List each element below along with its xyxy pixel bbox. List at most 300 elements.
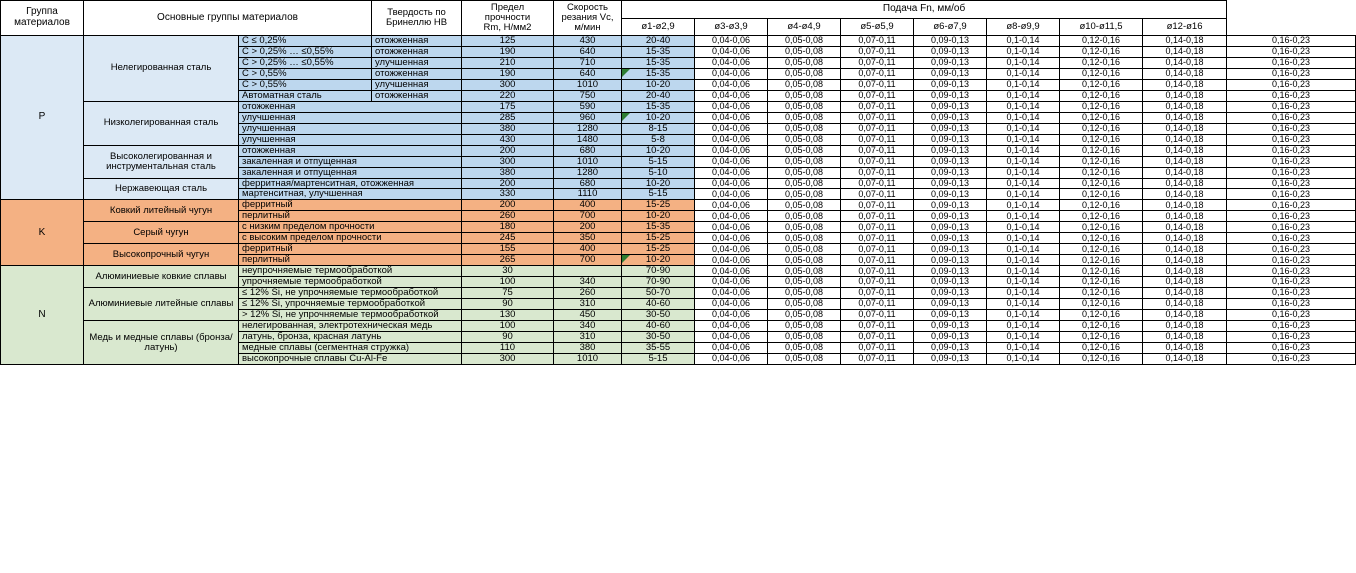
material-condition: закаленная и отпущенная: [239, 156, 462, 167]
group-code-N: N: [1, 266, 84, 365]
feed-value-col-7: 0,14-0,18: [1143, 123, 1227, 134]
cutting-speed-value: 10-20: [622, 79, 695, 90]
feed-value-col-7: 0,14-0,18: [1143, 90, 1227, 101]
tensile-value: 750: [554, 90, 622, 101]
feed-value-col-4: 0,09-0,13: [914, 178, 987, 189]
feed-value-col-1: 0,04-0,06: [695, 134, 768, 145]
feed-value-col-5: 0,1-0,14: [987, 79, 1060, 90]
feed-value-col-6: 0,12-0,16: [1060, 277, 1143, 288]
tensile-value: 340: [554, 321, 622, 332]
tensile-value: 1110: [554, 189, 622, 200]
feed-value-col-2: 0,05-0,08: [768, 233, 841, 244]
material-name: Низколегированная сталь: [84, 101, 239, 145]
tensile-value: 200: [554, 222, 622, 233]
feed-value-col-5: 0,1-0,14: [987, 222, 1060, 233]
material-treatment: улучшенная: [372, 79, 462, 90]
header-brinell-line2: Бринеллю HB: [385, 16, 448, 28]
material-name: Нелегированная сталь: [84, 35, 239, 101]
table-row: [1, 288, 1356, 299]
feed-value-col-6: 0,12-0,16: [1060, 200, 1143, 211]
feed-value-col-2: 0,05-0,08: [768, 332, 841, 343]
tensile-value: 400: [554, 244, 622, 255]
feed-value-col-5: 0,1-0,14: [987, 321, 1060, 332]
feed-value-col-5: 0,1-0,14: [987, 255, 1060, 266]
feed-value-col-1: 0,04-0,06: [695, 211, 768, 222]
feed-value-col-4: 0,09-0,13: [914, 112, 987, 123]
brinell-value: 245: [462, 233, 554, 244]
feed-value-col-1: 0,04-0,06: [695, 288, 768, 299]
feed-value-col-8: 0,16-0,23: [1227, 233, 1356, 244]
tensile-value: 260: [554, 288, 622, 299]
group-code-K: K: [1, 200, 84, 266]
material-condition: нелегированная, электротехническая медь: [239, 321, 462, 332]
feed-value-col-5: 0,1-0,14: [987, 310, 1060, 321]
tensile-value: 430: [554, 35, 622, 46]
feed-value-col-5: 0,1-0,14: [987, 156, 1060, 167]
tensile-value: 640: [554, 46, 622, 57]
feed-value-col-6: 0,12-0,16: [1060, 68, 1143, 79]
material-condition: мартенситная, улучшенная: [239, 189, 462, 200]
brinell-value: 300: [462, 354, 554, 365]
feed-value-col-8: 0,16-0,23: [1227, 112, 1356, 123]
cutting-speed-value: 20-40: [622, 35, 695, 46]
feed-value-col-8: 0,16-0,23: [1227, 101, 1356, 112]
table-row: [1, 321, 1356, 332]
brinell-value: 260: [462, 211, 554, 222]
feed-value-col-4: 0,09-0,13: [914, 211, 987, 222]
feed-value-col-8: 0,16-0,23: [1227, 244, 1356, 255]
feed-value-col-2: 0,05-0,08: [768, 90, 841, 101]
feed-value-col-1: 0,04-0,06: [695, 123, 768, 134]
header-brinell-line1: Твердость по: [387, 6, 446, 18]
feed-value-col-6: 0,12-0,16: [1060, 35, 1143, 46]
feed-value-col-7: 0,14-0,18: [1143, 46, 1227, 57]
tensile-value: 640: [554, 68, 622, 79]
feed-value-col-1: 0,04-0,06: [695, 321, 768, 332]
material-condition: перлитный: [239, 255, 462, 266]
header-cutting-speed: [554, 1, 622, 36]
cutting-speed-value: 15-35: [622, 68, 695, 79]
feed-value-col-4: 0,09-0,13: [914, 134, 987, 145]
brinell-value: 75: [462, 288, 554, 299]
table-row: [1, 222, 1356, 233]
brinell-value: 200: [462, 200, 554, 211]
feed-value-col-2: 0,05-0,08: [768, 299, 841, 310]
brinell-value: 265: [462, 255, 554, 266]
tensile-value: 380: [554, 343, 622, 354]
feed-value-col-8: 0,16-0,23: [1227, 46, 1356, 57]
feed-value-col-2: 0,05-0,08: [768, 200, 841, 211]
header-feed-col-5: ø6-ø7,9: [914, 18, 987, 35]
feed-value-col-3: 0,07-0,11: [841, 266, 914, 277]
feed-value-col-5: 0,1-0,14: [987, 332, 1060, 343]
feed-value-col-2: 0,05-0,08: [768, 57, 841, 68]
feed-value-col-3: 0,07-0,11: [841, 255, 914, 266]
tensile-value: 1480: [554, 134, 622, 145]
feed-value-col-4: 0,09-0,13: [914, 299, 987, 310]
feed-value-col-6: 0,12-0,16: [1060, 145, 1143, 156]
feed-value-col-1: 0,04-0,06: [695, 255, 768, 266]
header-tensile-line3: Rm, Н/мм2: [483, 21, 532, 33]
feed-value-col-8: 0,16-0,23: [1227, 167, 1356, 178]
feed-value-col-8: 0,16-0,23: [1227, 255, 1356, 266]
feed-value-col-3: 0,07-0,11: [841, 35, 914, 46]
feed-value-col-6: 0,12-0,16: [1060, 101, 1143, 112]
table-body: [1, 35, 1356, 364]
cutting-speed-value: 30-50: [622, 332, 695, 343]
material-condition: ≤ 12% Si, не упрочняемые термообработкой: [239, 288, 462, 299]
feed-value-col-2: 0,05-0,08: [768, 156, 841, 167]
feed-value-col-6: 0,12-0,16: [1060, 321, 1143, 332]
feed-value-col-3: 0,07-0,11: [841, 288, 914, 299]
material-condition: ферритный: [239, 244, 462, 255]
material-condition: перлитный: [239, 211, 462, 222]
feed-value-col-7: 0,14-0,18: [1143, 255, 1227, 266]
cutting-speed-value: 35-55: [622, 343, 695, 354]
feed-value-col-8: 0,16-0,23: [1227, 200, 1356, 211]
cutting-speed-value: 70-90: [622, 277, 695, 288]
feed-value-col-3: 0,07-0,11: [841, 156, 914, 167]
feed-value-col-4: 0,09-0,13: [914, 288, 987, 299]
feed-value-col-3: 0,07-0,11: [841, 321, 914, 332]
feed-value-col-2: 0,05-0,08: [768, 288, 841, 299]
material-name: Серый чугун: [84, 222, 239, 244]
group-code-P: P: [1, 35, 84, 200]
feed-value-col-8: 0,16-0,23: [1227, 90, 1356, 101]
brinell-value: 100: [462, 321, 554, 332]
feed-value-col-1: 0,04-0,06: [695, 167, 768, 178]
cutting-speed-value: 15-25: [622, 233, 695, 244]
cutting-speed-value: 50-70: [622, 288, 695, 299]
header-material-group-line2: материалов: [14, 16, 70, 28]
feed-value-col-4: 0,09-0,13: [914, 332, 987, 343]
feed-value-col-3: 0,07-0,11: [841, 310, 914, 321]
feed-value-col-5: 0,1-0,14: [987, 57, 1060, 68]
feed-value-col-8: 0,16-0,23: [1227, 277, 1356, 288]
feed-value-col-4: 0,09-0,13: [914, 222, 987, 233]
cutting-speed-value: 10-20: [622, 211, 695, 222]
feed-value-col-1: 0,04-0,06: [695, 233, 768, 244]
feed-value-col-1: 0,04-0,06: [695, 354, 768, 365]
feed-value-col-1: 0,04-0,06: [695, 277, 768, 288]
feed-value-col-5: 0,1-0,14: [987, 288, 1060, 299]
feed-value-col-7: 0,14-0,18: [1143, 200, 1227, 211]
feed-value-col-6: 0,12-0,16: [1060, 266, 1143, 277]
feed-value-col-3: 0,07-0,11: [841, 211, 914, 222]
material-condition: улучшенная: [239, 134, 462, 145]
feed-value-col-7: 0,14-0,18: [1143, 343, 1227, 354]
brinell-value: 200: [462, 145, 554, 156]
material-condition: упрочняемые термообработкой: [239, 277, 462, 288]
feed-value-col-1: 0,04-0,06: [695, 101, 768, 112]
material-condition: с низким пределом прочности: [239, 222, 462, 233]
feed-value-col-7: 0,14-0,18: [1143, 310, 1227, 321]
feed-value-col-2: 0,05-0,08: [768, 112, 841, 123]
tensile-value: 1280: [554, 167, 622, 178]
material-treatment: отожженная: [372, 35, 462, 46]
feed-value-col-6: 0,12-0,16: [1060, 79, 1143, 90]
feed-value-col-1: 0,04-0,06: [695, 189, 768, 200]
tensile-value: 310: [554, 299, 622, 310]
feed-value-col-8: 0,16-0,23: [1227, 79, 1356, 90]
feed-value-col-3: 0,07-0,11: [841, 90, 914, 101]
feed-value-col-3: 0,07-0,11: [841, 167, 914, 178]
header-feed-col-3: ø4-ø4,9: [768, 18, 841, 35]
material-name: Ковкий литейный чугун: [84, 200, 239, 222]
cutting-speed-value: 10-20: [622, 255, 695, 266]
feed-value-col-8: 0,16-0,23: [1227, 321, 1356, 332]
feed-value-col-7: 0,14-0,18: [1143, 266, 1227, 277]
tensile-value: 1280: [554, 123, 622, 134]
feed-value-col-1: 0,04-0,06: [695, 200, 768, 211]
feed-value-col-5: 0,1-0,14: [987, 266, 1060, 277]
brinell-value: 190: [462, 46, 554, 57]
feed-value-col-8: 0,16-0,23: [1227, 310, 1356, 321]
feed-value-col-6: 0,12-0,16: [1060, 123, 1143, 134]
tensile-value: 1010: [554, 156, 622, 167]
brinell-value: 175: [462, 101, 554, 112]
feed-value-col-3: 0,07-0,11: [841, 222, 914, 233]
feed-value-col-7: 0,14-0,18: [1143, 156, 1227, 167]
feed-value-col-1: 0,04-0,06: [695, 90, 768, 101]
feed-value-col-3: 0,07-0,11: [841, 57, 914, 68]
feed-value-col-3: 0,07-0,11: [841, 68, 914, 79]
cutting-speed-value: 10-20: [622, 178, 695, 189]
material-condition: латунь, бронза, красная латунь: [239, 332, 462, 343]
material-condition: высокопрочные сплавы Cu-Al-Fe: [239, 354, 462, 365]
brinell-value: 190: [462, 68, 554, 79]
cutting-speed-value: 5-10: [622, 167, 695, 178]
material-condition: C > 0,55%: [239, 79, 372, 90]
feed-value-col-7: 0,14-0,18: [1143, 288, 1227, 299]
feed-value-col-8: 0,16-0,23: [1227, 332, 1356, 343]
feed-value-col-6: 0,12-0,16: [1060, 46, 1143, 57]
feed-value-col-7: 0,14-0,18: [1143, 68, 1227, 79]
header-speed-line1: Скорость: [566, 2, 609, 13]
cutting-speed-value: 15-25: [622, 200, 695, 211]
feed-value-col-3: 0,07-0,11: [841, 123, 914, 134]
brinell-value: 300: [462, 156, 554, 167]
feed-value-col-4: 0,09-0,13: [914, 321, 987, 332]
material-condition: C > 0,25% … ≤0,55%: [239, 57, 372, 68]
material-condition: закаленная и отпущенная: [239, 167, 462, 178]
feed-value-col-2: 0,05-0,08: [768, 255, 841, 266]
feed-value-col-8: 0,16-0,23: [1227, 145, 1356, 156]
brinell-value: 285: [462, 112, 554, 123]
feed-value-col-3: 0,07-0,11: [841, 178, 914, 189]
feed-value-col-2: 0,05-0,08: [768, 167, 841, 178]
feed-value-col-2: 0,05-0,08: [768, 310, 841, 321]
feed-value-col-3: 0,07-0,11: [841, 46, 914, 57]
feed-value-col-1: 0,04-0,06: [695, 222, 768, 233]
feed-value-col-3: 0,07-0,11: [841, 332, 914, 343]
feed-value-col-7: 0,14-0,18: [1143, 233, 1227, 244]
table-row: [1, 244, 1356, 255]
tensile-value: 960: [554, 112, 622, 123]
header-speed-line2: резания Vc,: [561, 11, 614, 23]
feed-value-col-4: 0,09-0,13: [914, 354, 987, 365]
feed-value-col-4: 0,09-0,13: [914, 145, 987, 156]
brinell-value: 180: [462, 222, 554, 233]
brinell-value: 155: [462, 244, 554, 255]
feed-value-col-2: 0,05-0,08: [768, 266, 841, 277]
feed-value-col-4: 0,09-0,13: [914, 156, 987, 167]
material-condition: отожженная: [239, 145, 462, 156]
feed-value-col-5: 0,1-0,14: [987, 178, 1060, 189]
header-material-group-line1: Группа: [26, 6, 58, 18]
feed-value-col-6: 0,12-0,16: [1060, 343, 1143, 354]
table-header: [1, 1, 1356, 36]
feed-value-col-4: 0,09-0,13: [914, 68, 987, 79]
feed-value-col-8: 0,16-0,23: [1227, 222, 1356, 233]
feed-value-col-8: 0,16-0,23: [1227, 123, 1356, 134]
feed-value-col-6: 0,12-0,16: [1060, 244, 1143, 255]
table-row: [1, 101, 1356, 112]
material-condition: медные сплавы (сегментная стружка): [239, 343, 462, 354]
material-condition: ≤ 12% Si, упрочняемые термообработкой: [239, 299, 462, 310]
feed-value-col-5: 0,1-0,14: [987, 90, 1060, 101]
header-feed: Подача Fn, мм/об: [622, 1, 1227, 19]
feed-value-col-7: 0,14-0,18: [1143, 244, 1227, 255]
feed-value-col-7: 0,14-0,18: [1143, 145, 1227, 156]
feed-value-col-8: 0,16-0,23: [1227, 57, 1356, 68]
tensile-value: 340: [554, 277, 622, 288]
feed-value-col-2: 0,05-0,08: [768, 123, 841, 134]
feed-value-col-2: 0,05-0,08: [768, 178, 841, 189]
cutting-speed-value: 5-15: [622, 354, 695, 365]
feed-value-col-6: 0,12-0,16: [1060, 178, 1143, 189]
feed-value-col-5: 0,1-0,14: [987, 123, 1060, 134]
feed-value-col-1: 0,04-0,06: [695, 46, 768, 57]
feed-value-col-5: 0,1-0,14: [987, 189, 1060, 200]
feed-value-col-5: 0,1-0,14: [987, 277, 1060, 288]
header-feed-col-6: ø8-ø9,9: [987, 18, 1060, 35]
feed-value-col-1: 0,04-0,06: [695, 156, 768, 167]
feed-value-col-2: 0,05-0,08: [768, 211, 841, 222]
tensile-value: [554, 266, 622, 277]
feed-value-col-2: 0,05-0,08: [768, 244, 841, 255]
cutting-speed-value: 15-35: [622, 222, 695, 233]
feed-value-col-3: 0,07-0,11: [841, 200, 914, 211]
brinell-value: 330: [462, 189, 554, 200]
feed-value-col-7: 0,14-0,18: [1143, 57, 1227, 68]
feed-value-col-3: 0,07-0,11: [841, 79, 914, 90]
feed-value-col-8: 0,16-0,23: [1227, 134, 1356, 145]
feed-value-col-7: 0,14-0,18: [1143, 299, 1227, 310]
cutting-speed-value: 8-15: [622, 123, 695, 134]
feed-value-col-8: 0,16-0,23: [1227, 299, 1356, 310]
header-tensile-line1: Предел: [490, 2, 525, 13]
feed-value-col-2: 0,05-0,08: [768, 321, 841, 332]
feed-value-col-8: 0,16-0,23: [1227, 68, 1356, 79]
brinell-value: 90: [462, 299, 554, 310]
feed-value-col-4: 0,09-0,13: [914, 57, 987, 68]
feed-value-col-2: 0,05-0,08: [768, 35, 841, 46]
feed-value-col-2: 0,05-0,08: [768, 222, 841, 233]
feed-value-col-4: 0,09-0,13: [914, 310, 987, 321]
brinell-value: 380: [462, 123, 554, 134]
header-brinell: [372, 1, 462, 36]
feed-value-col-4: 0,09-0,13: [914, 46, 987, 57]
feed-value-col-5: 0,1-0,14: [987, 233, 1060, 244]
feed-value-col-5: 0,1-0,14: [987, 211, 1060, 222]
header-feed-col-7: ø10-ø11,5: [1060, 18, 1143, 35]
feed-value-col-2: 0,05-0,08: [768, 134, 841, 145]
cutting-speed-value: 15-35: [622, 46, 695, 57]
material-name: Медь и медные сплавы (бронза/латунь): [84, 321, 239, 365]
cutting-speed-value: 15-35: [622, 57, 695, 68]
cutting-speed-value: 15-35: [622, 101, 695, 112]
feed-value-col-3: 0,07-0,11: [841, 343, 914, 354]
feed-value-col-7: 0,14-0,18: [1143, 332, 1227, 343]
feed-value-col-6: 0,12-0,16: [1060, 354, 1143, 365]
material-condition: ферритный: [239, 200, 462, 211]
header-main-groups: Основные группы материалов: [84, 1, 372, 36]
tensile-value: 1010: [554, 354, 622, 365]
material-treatment: улучшенная: [372, 57, 462, 68]
material-condition: отожженная: [239, 101, 462, 112]
feed-value-col-4: 0,09-0,13: [914, 79, 987, 90]
material-condition: > 12% Si, не упрочняемые термообработкой: [239, 310, 462, 321]
tensile-value: 680: [554, 178, 622, 189]
brinell-value: 430: [462, 134, 554, 145]
feed-value-col-5: 0,1-0,14: [987, 244, 1060, 255]
feed-value-col-7: 0,14-0,18: [1143, 35, 1227, 46]
brinell-value: 110: [462, 343, 554, 354]
feed-value-col-4: 0,09-0,13: [914, 343, 987, 354]
feed-value-col-7: 0,14-0,18: [1143, 101, 1227, 112]
material-condition: C > 0,55%: [239, 68, 372, 79]
brinell-value: 125: [462, 35, 554, 46]
cutting-speed-value: 20-40: [622, 90, 695, 101]
feed-value-col-5: 0,1-0,14: [987, 354, 1060, 365]
feed-value-col-6: 0,12-0,16: [1060, 90, 1143, 101]
tensile-value: 400: [554, 200, 622, 211]
cutting-speed-value: 5-15: [622, 189, 695, 200]
feed-value-col-5: 0,1-0,14: [987, 167, 1060, 178]
cutting-speed-value: 70-90: [622, 266, 695, 277]
feed-value-col-3: 0,07-0,11: [841, 233, 914, 244]
feed-value-col-7: 0,14-0,18: [1143, 178, 1227, 189]
feed-value-col-4: 0,09-0,13: [914, 189, 987, 200]
table-row: [1, 200, 1356, 211]
feed-value-col-2: 0,05-0,08: [768, 189, 841, 200]
feed-value-col-1: 0,04-0,06: [695, 310, 768, 321]
table-row: [1, 178, 1356, 189]
table-row: [1, 266, 1356, 277]
cutting-speed-value: 30-50: [622, 310, 695, 321]
cutting-speed-value: 10-20: [622, 112, 695, 123]
cutting-speed-value: 10-20: [622, 145, 695, 156]
table-row: [1, 145, 1356, 156]
feed-value-col-4: 0,09-0,13: [914, 244, 987, 255]
tensile-value: 590: [554, 101, 622, 112]
feed-value-col-1: 0,04-0,06: [695, 112, 768, 123]
cutting-speed-value: 40-60: [622, 299, 695, 310]
feed-value-col-5: 0,1-0,14: [987, 46, 1060, 57]
feed-value-col-8: 0,16-0,23: [1227, 189, 1356, 200]
feed-value-col-6: 0,12-0,16: [1060, 112, 1143, 123]
material-name: Высоколегированная и инструментальная сталь: [84, 145, 239, 178]
material-condition: C ≤ 0,25%: [239, 35, 372, 46]
header-tensile: [462, 1, 554, 36]
feed-value-col-7: 0,14-0,18: [1143, 189, 1227, 200]
feed-value-col-6: 0,12-0,16: [1060, 167, 1143, 178]
header-feed-col-4: ø5-ø5,9: [841, 18, 914, 35]
feed-value-col-2: 0,05-0,08: [768, 343, 841, 354]
header-row-1: [1, 1, 1356, 19]
tensile-value: 450: [554, 310, 622, 321]
